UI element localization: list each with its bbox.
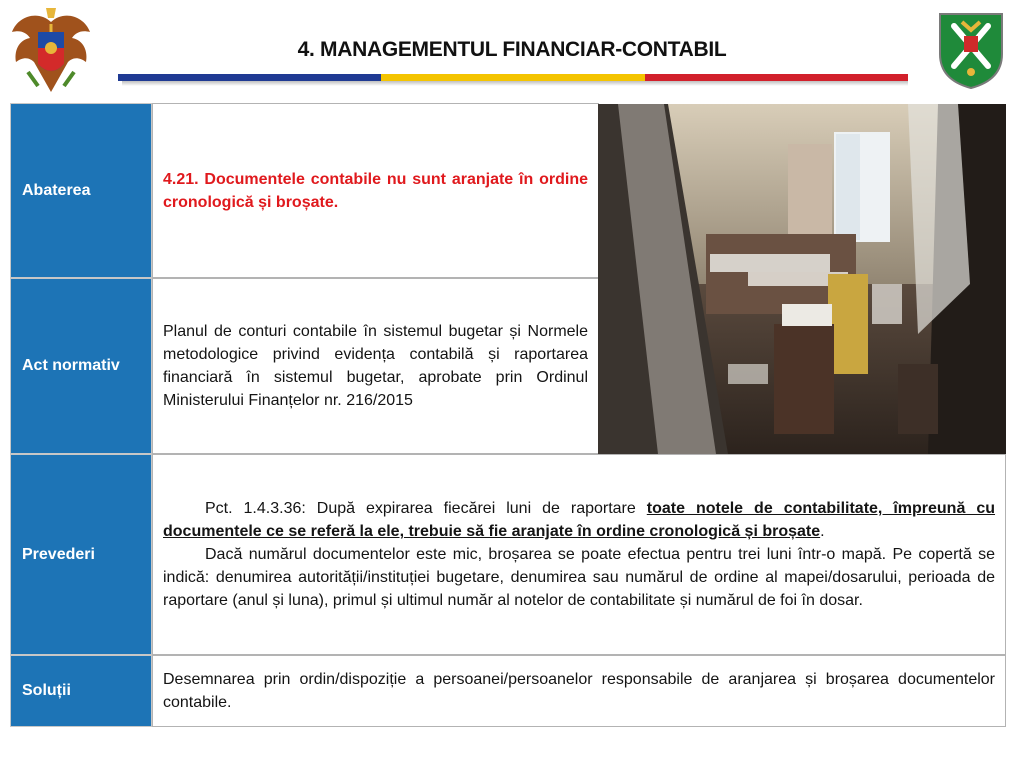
label-solutii: Soluții bbox=[10, 655, 152, 727]
act-normativ-cell bbox=[152, 278, 599, 454]
page-title: 4. MANAGEMENTUL FINANCIAR-CONTABIL bbox=[297, 38, 727, 61]
office-photo-image bbox=[598, 104, 1006, 454]
findings-table bbox=[10, 103, 1006, 727]
label-act-normativ: Act normativ bbox=[10, 278, 152, 454]
tricolor-bar-shadow bbox=[122, 81, 908, 86]
prevederi-p1-emphasis: toate notele de contabilitate, împreună cu documentele ce se referă la ele, trebuie să fie aranjate în ordine cronologică și broșate bbox=[163, 500, 996, 540]
flag-stripe-red bbox=[645, 74, 908, 81]
prevederi-content bbox=[163, 497, 995, 612]
flag-stripe-yellow bbox=[381, 74, 644, 81]
shield-emblem-icon bbox=[936, 10, 1006, 90]
solutii-cell bbox=[152, 655, 1006, 727]
tricolor-bar bbox=[118, 74, 908, 81]
prevederi-p1-suffix: . bbox=[820, 523, 825, 540]
prevederi-paragraph-2: Dacă numărul documentelor este mic, broșarea se poate efectua pentru trei luni într-o mapă. Pe copertă se indică: denumirea autorității/instituției bugetare, denumirea sau numărul de ordine al mapei/dosarului, perioada de raportare (anul și luna), primul și ultimul număr al notelor de contabilitate și numărul de foi în dosar. bbox=[163, 546, 995, 609]
flag-stripe-blue bbox=[118, 74, 381, 81]
act-normativ-text: Planul de conturi contabile în sistemul bugetar și Normele metodologice privind evidența contabilă și raportarea financiară în sistemul bugetar, aprobate prin Ordinul Ministerului Finanțelor nr. 216/2015 bbox=[163, 323, 588, 409]
prevederi-cell bbox=[152, 454, 1006, 655]
prevederi-paragraph-1 bbox=[163, 497, 995, 543]
solutii-text: Desemnarea prin ordin/dispoziție a persoanei/persoanelor responsabile de aranjarea și broșarea documentelor contabile. bbox=[163, 671, 995, 711]
abaterea-cell bbox=[152, 103, 599, 278]
office-photo bbox=[598, 104, 1006, 454]
label-prevederi: Prevederi bbox=[10, 454, 152, 655]
coat-of-arms-icon bbox=[8, 2, 94, 98]
abaterea-text: 4.21. Documentele contabile nu sunt aranjate în ordine cronologică și broșate. bbox=[163, 170, 588, 211]
prevederi-p1-prefix: Pct. 1.4.3.36: După expirarea fiecărei luni de raportare bbox=[205, 500, 647, 517]
label-abaterea: Abaterea bbox=[10, 103, 152, 278]
